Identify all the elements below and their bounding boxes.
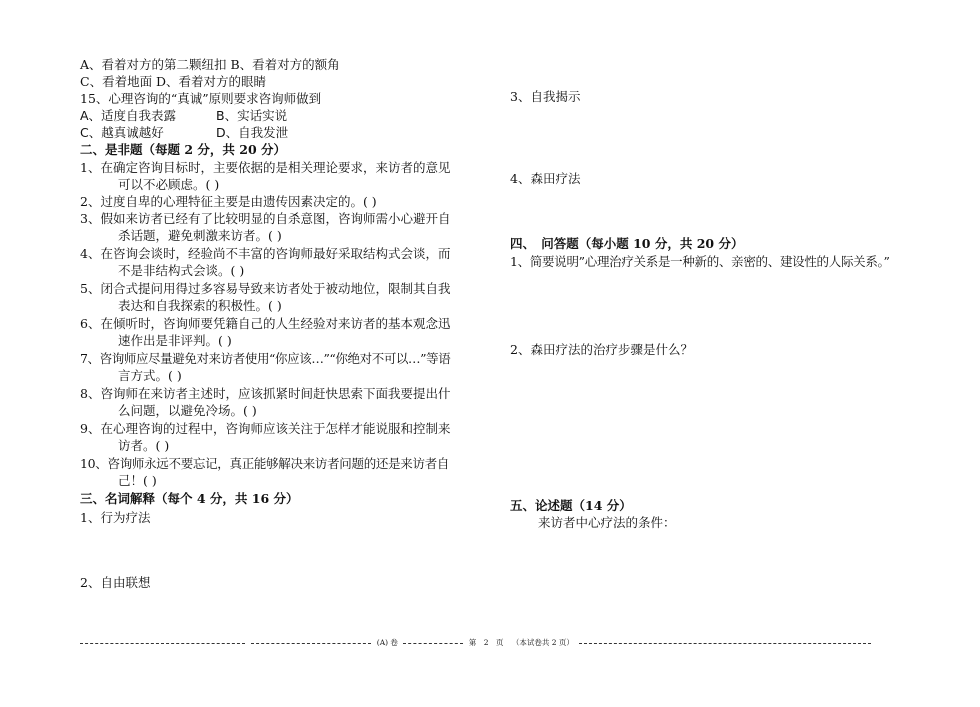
footer-page-total: （本试卷共 2 页） bbox=[511, 638, 574, 647]
q14-options-ab: A、看着对方的第二颗纽扣 B、看着对方的额角 bbox=[80, 57, 340, 72]
term-3: 3、自我揭示 bbox=[510, 89, 581, 104]
tf-item-9-line1: 9、在心理咨询的过程中，咨询师应该关注于怎样才能说服和控制来 bbox=[80, 421, 451, 436]
tf-item-4-line1: 4、在咨询会谈时，经验尚不丰富的咨询师最好采取结构式会谈，而 bbox=[80, 246, 451, 261]
section-5-title: 五、论述题（14 分） bbox=[510, 498, 632, 513]
footer-dash-2 bbox=[251, 643, 371, 644]
essay-question: 来访者中心疗法的条件： bbox=[538, 515, 676, 530]
section-3-title: 三、名词解释（每个 4 分，共 16 分） bbox=[80, 491, 299, 506]
tf-item-5-line2: 表达和自我探索的积极性。( ) bbox=[118, 298, 282, 313]
footer-dash-1 bbox=[80, 643, 245, 644]
qa-question-2: 2、森田疗法的治疗步骤是什么？ bbox=[510, 342, 693, 357]
tf-item-3-line1: 3、假如来访者已经有了比较明显的自杀意图，咨询师需小心避开自 bbox=[80, 211, 451, 226]
q15-stem: 15、心理咨询的“真诚”原则要求咨询师做到 bbox=[80, 91, 322, 106]
footer-dash-3 bbox=[403, 643, 463, 644]
tf-item-2-line1: 2、过度自卑的心理特征主要是由遗传因素决定的。( ) bbox=[80, 194, 377, 209]
term-2: 2、自由联想 bbox=[80, 575, 151, 590]
q15-option-a: A、适度自我表露 bbox=[80, 108, 177, 123]
tf-item-8-line2: 么问题，以避免冷场。( ) bbox=[118, 403, 257, 418]
tf-item-9-line2: 访者。( ) bbox=[118, 438, 170, 453]
q15-option-c: C、越真诚越好 bbox=[80, 125, 164, 140]
tf-item-6-line2: 速作出是非评判。( ) bbox=[118, 333, 232, 348]
tf-item-7-line1: 7、咨询师应尽量避免对来访者使用“你应该…”“你绝对不可以…”等语 bbox=[80, 351, 451, 366]
tf-item-1-line1: 1、在确定咨询目标时，主要依据的是相关理论要求，来访者的意见 bbox=[80, 160, 451, 175]
page-footer bbox=[80, 637, 892, 649]
tf-item-4-line2: 不是非结构式会谈。( ) bbox=[118, 263, 245, 278]
tf-item-6-line1: 6、在倾听时，咨询师要凭籍自己的人生经验对来访者的基本观念迅 bbox=[80, 316, 451, 331]
tf-item-7-line2: 言方式。( ) bbox=[118, 368, 182, 383]
tf-item-3-line2: 杀话题，避免刺激来访者。( ) bbox=[118, 228, 282, 243]
footer-paper-label: (A) 卷 bbox=[376, 638, 398, 647]
footer-dash-4 bbox=[579, 643, 871, 644]
term-4: 4、森田疗法 bbox=[510, 171, 581, 186]
tf-item-10-line2: 己！( ) bbox=[118, 473, 157, 488]
tf-item-8-line1: 8、咨询师在来访者主述时，应该抓紧时间赶快思索下面我要提出什 bbox=[80, 386, 451, 401]
section-2-title: 二、是非题（每题 2 分，共 20 分） bbox=[80, 142, 287, 157]
tf-item-5-line1: 5、闭合式提问用得过多容易导致来访者处于被动地位，限制其自我 bbox=[80, 281, 451, 296]
q14-options-cd: C、看着地面 D、看着对方的眼睛 bbox=[80, 74, 267, 89]
qa-question-1: 1、简要说明”心理治疗关系是一种新的、亲密的、建设性的人际关系。” bbox=[510, 254, 890, 269]
tf-item-1-line2: 可以不必顾虑。( ) bbox=[118, 177, 220, 192]
tf-item-10-line1: 10、咨询师永远不要忘记，真正能够解决来访者问题的还是来访者自 bbox=[80, 456, 450, 471]
q15-option-b: B、实话实说 bbox=[216, 108, 288, 123]
section-4-title: 四、 问答题（每小题 10 分，共 20 分） bbox=[510, 236, 744, 251]
term-1: 1、行为疗法 bbox=[80, 510, 151, 525]
q15-option-d: D、自我发泄 bbox=[216, 125, 289, 140]
footer-page-number: 第 2 页 bbox=[468, 638, 504, 647]
